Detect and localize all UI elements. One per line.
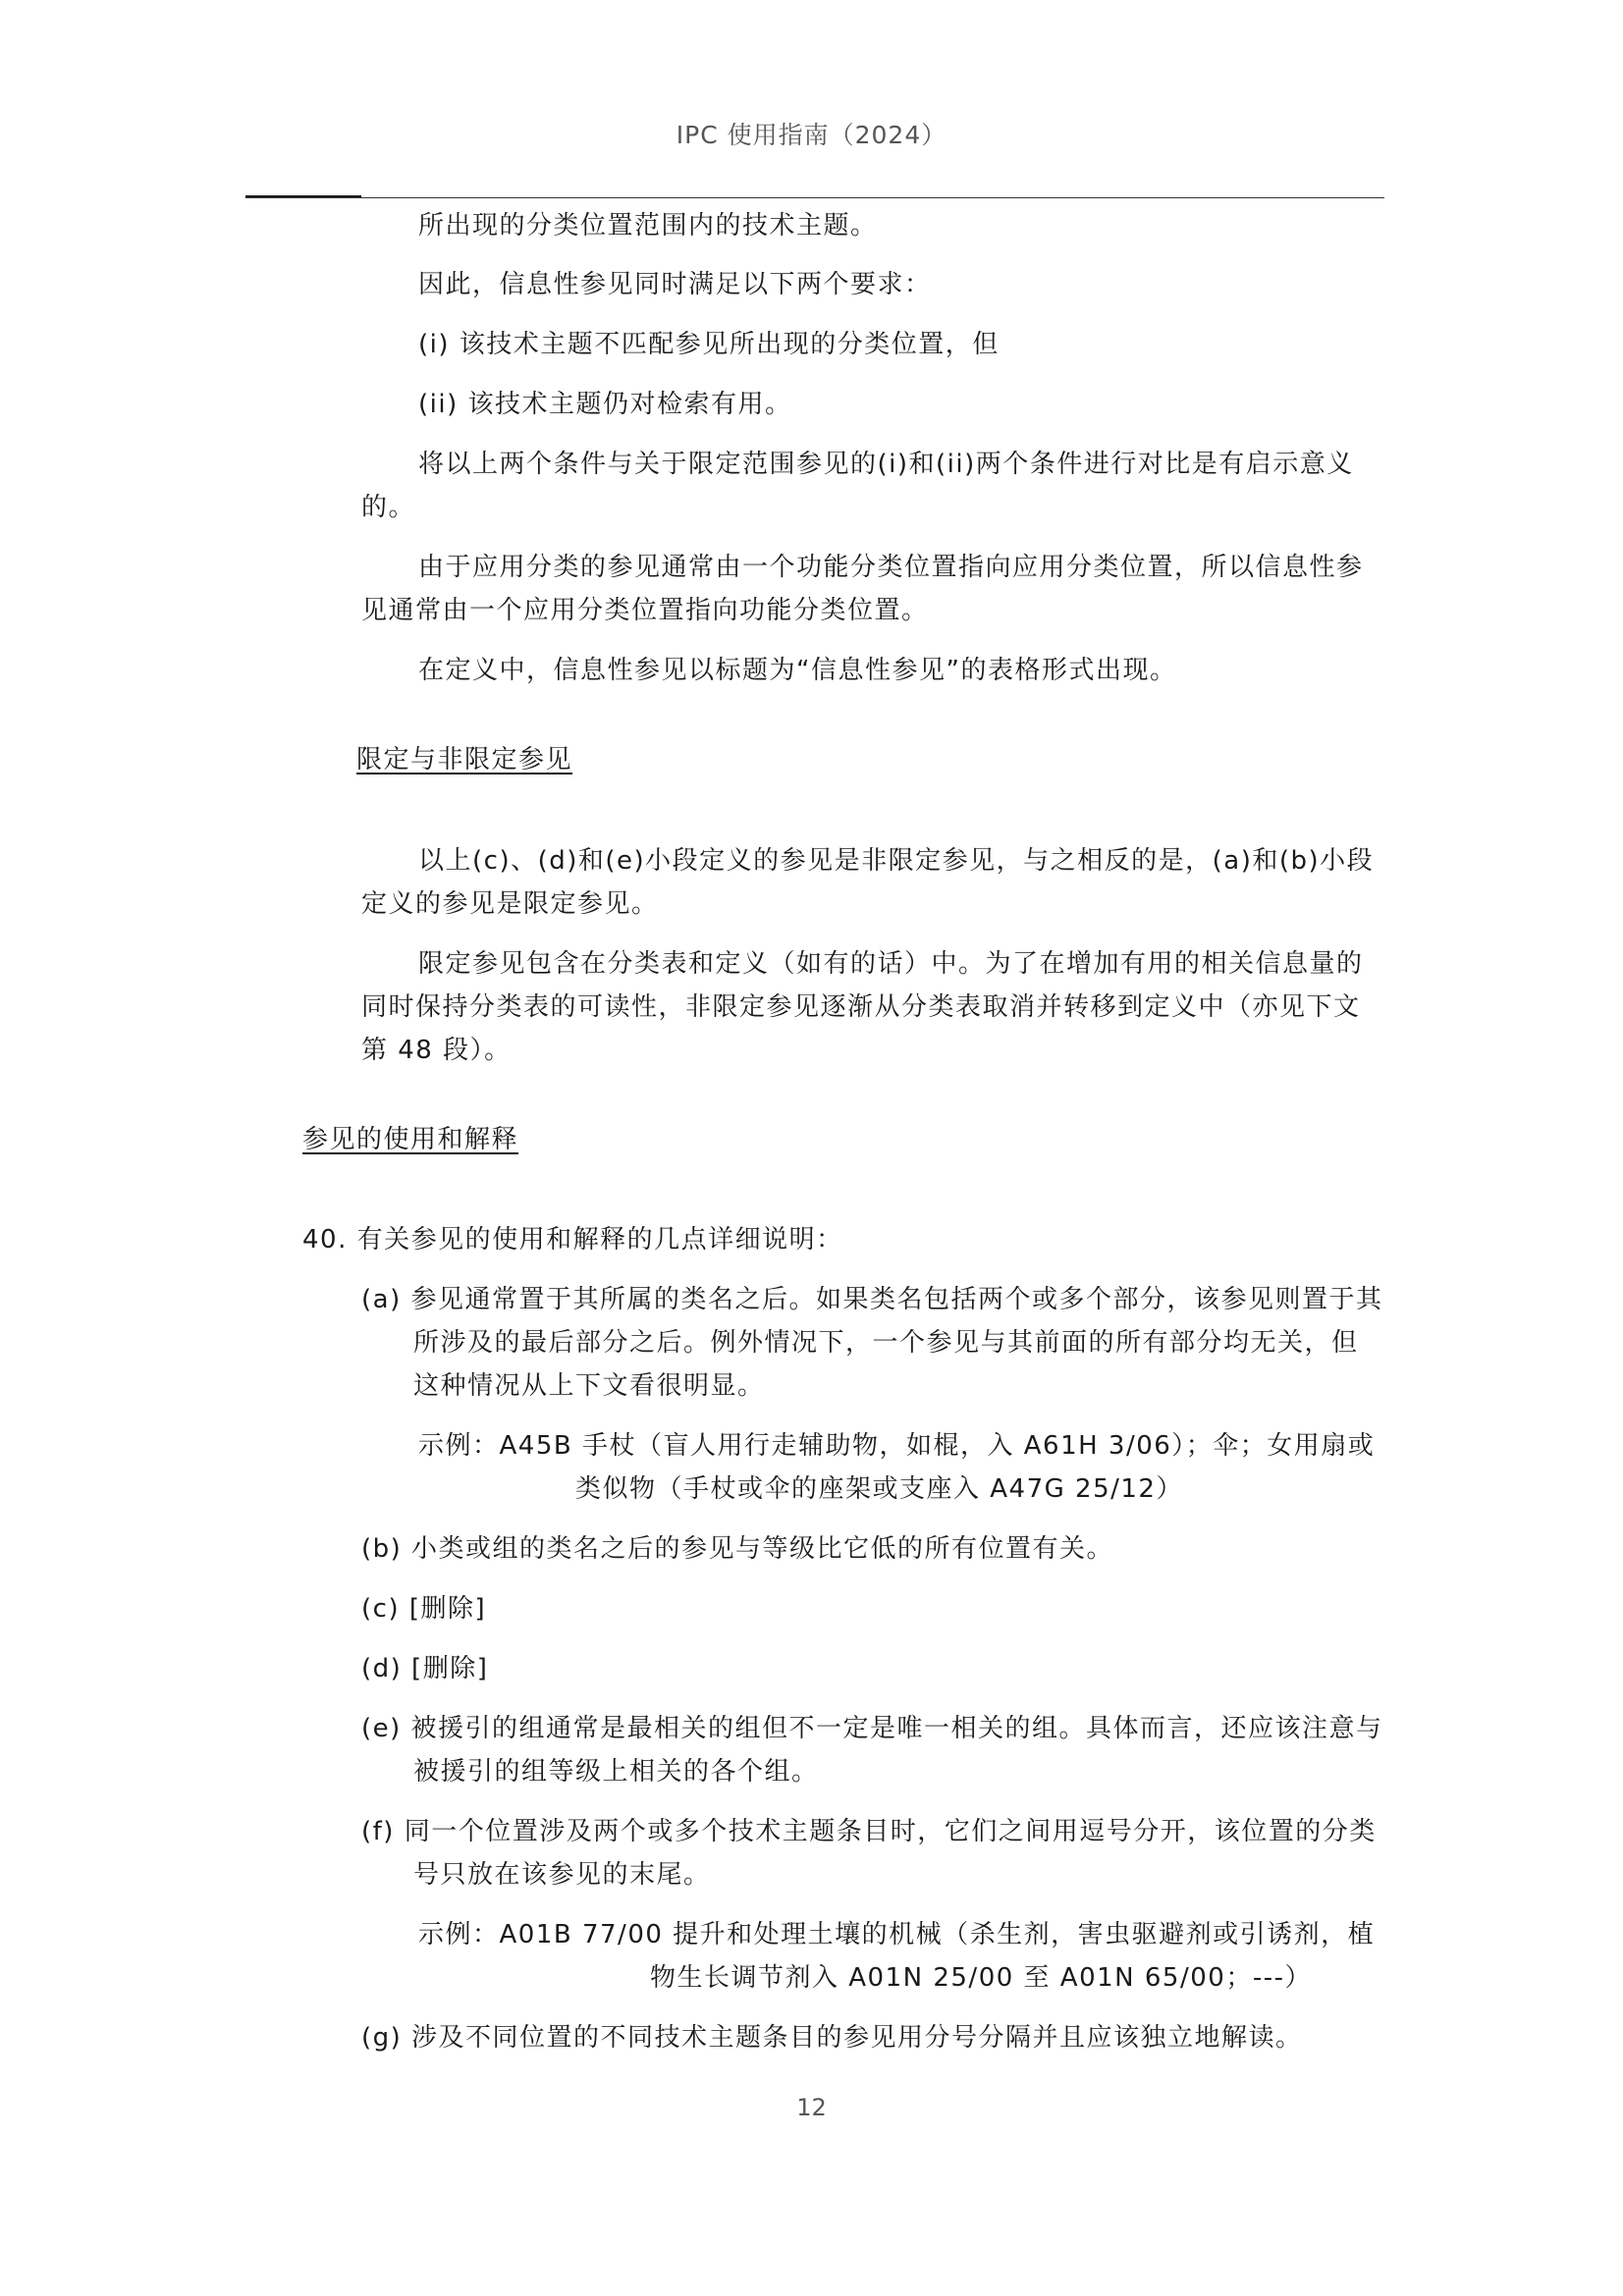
example: 示例：A01B 77/00 提升和处理土壤的机械（杀生剂，害虫驱避剂或引诱剂，植 (418, 1920, 1376, 1949)
list-item: (f) 同一个位置涉及两个或多个技术主题条目时，它们之间用逗号分开，该位置的分类 (361, 1817, 1377, 1846)
list-item: (b) 小类或组的类名之后的参见与等级比它低的所有位置有关。 (361, 1534, 1114, 1564)
numbered-paragraph: 40. 有关参见的使用和解释的几点详细说明： (302, 1225, 843, 1255)
body-line: 同时保持分类表的可读性，非限定参见逐渐从分类表取消并转移到定义中（亦见下文 (361, 992, 1361, 1022)
body-line: 的。 (361, 493, 416, 522)
body-line: 因此，信息性参见同时满足以下两个要求： (418, 270, 932, 299)
body-line: 限定参见包含在分类表和定义（如有的话）中。为了在增加有用的相关信息量的 (418, 949, 1364, 979)
list-item-continuation: 号只放在该参见的末尾。 (413, 1860, 711, 1890)
section-heading: 参见的使用和解释 (302, 1125, 519, 1154)
page-number: 12 (796, 2094, 827, 2121)
page-header: IPC 使用指南（2024） (676, 121, 947, 149)
body-line: 在定义中，信息性参见以标题为“信息性参见”的表格形式出现。 (418, 656, 1177, 685)
body-line: 由于应用分类的参见通常由一个功能分类位置指向应用分类位置，所以信息性参 (418, 553, 1364, 582)
list-item-continuation: 所涉及的最后部分之后。例外情况下，一个参见与其前面的所有部分均无关，但 (413, 1328, 1359, 1358)
list-item: (e) 被援引的组通常是最相关的组但不一定是唯一相关的组。具体而言，还应该注意与 (361, 1714, 1383, 1743)
header-rule (245, 197, 1384, 198)
body-line: 见通常由一个应用分类位置指向功能分类位置。 (361, 596, 929, 625)
body-line: 以上(c)、(d)和(e)小段定义的参见是非限定参见，与之相反的是，(a)和(b)小段 (418, 846, 1375, 876)
list-item: (a) 参见通常置于其所属的类名之后。如果类名包括两个或多个部分，该参见则置于其 (361, 1285, 1383, 1314)
list-item: (c) [删除] (361, 1594, 487, 1624)
list-item: (ii) 该技术主题仍对检索有用。 (418, 390, 792, 419)
list-item: (i) 该技术主题不匹配参见所出现的分类位置，但 (418, 330, 1000, 359)
list-item-continuation: 这种情况从上下文看很明显。 (413, 1371, 765, 1401)
list-item-continuation: 被援引的组等级上相关的各个组。 (413, 1757, 819, 1787)
body-line: 定义的参见是限定参见。 (361, 889, 659, 919)
example-continuation: 物生长调节剂入 A01N 25/00 至 A01N 65/00；---） (650, 1963, 1312, 1993)
list-item: (g) 涉及不同位置的不同技术主题条目的参见用分号分隔并且应该独立地解读。 (361, 2023, 1303, 2053)
body-line: 所出现的分类位置范围内的技术主题。 (418, 211, 878, 240)
list-item: (d) [删除] (361, 1654, 489, 1683)
example: 示例：A45B 手杖（盲人用行走辅助物，如棍，入 A61H 3/06）；伞；女用扇或 (418, 1431, 1376, 1461)
section-heading: 限定与非限定参见 (356, 745, 573, 774)
body-line: 将以上两个条件与关于限定范围参见的(i)和(ii)两个条件进行对比是有启示意义 (418, 450, 1354, 479)
body-line: 第 48 段）。 (361, 1036, 512, 1065)
example-continuation: 类似物（手杖或伞的座架或支座入 A47G 25/12） (575, 1474, 1183, 1504)
